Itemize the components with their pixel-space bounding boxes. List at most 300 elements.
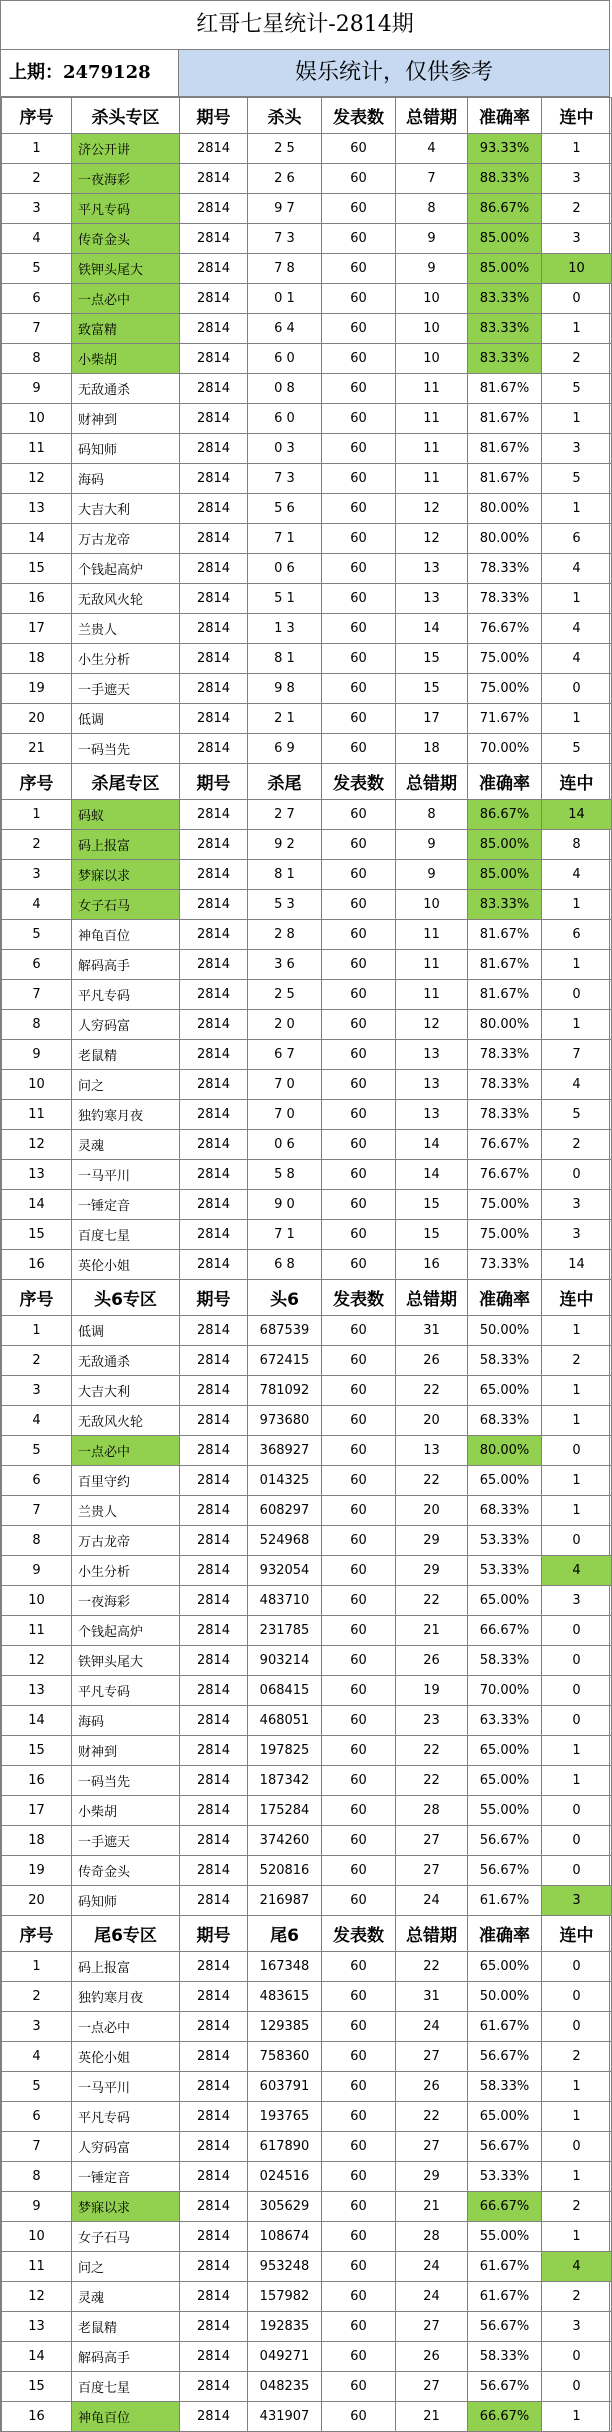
pick-value: 6 9 — [248, 734, 322, 764]
accuracy-rate: 85.00% — [468, 254, 542, 284]
accuracy-rate: 61.67% — [468, 2012, 542, 2042]
post-count: 60 — [322, 674, 396, 704]
accuracy-rate: 85.00% — [468, 830, 542, 860]
accuracy-rate: 78.33% — [468, 1040, 542, 1070]
issue-number: 2814 — [180, 1886, 248, 1916]
section-header-row — [2, 98, 612, 134]
win-streak: 4 — [542, 554, 612, 584]
pick-value: 6 7 — [248, 1040, 322, 1070]
table-row — [2, 1886, 612, 1916]
row-number: 17 — [2, 614, 72, 644]
predictor-name: 一手遮天 — [72, 1826, 180, 1856]
accuracy-rate: 65.00% — [468, 1466, 542, 1496]
error-count: 21 — [396, 1616, 468, 1646]
predictor-name: 一马平川 — [72, 1160, 180, 1190]
win-streak: 14 — [542, 800, 612, 830]
win-streak: 0 — [542, 1796, 612, 1826]
table-row — [2, 2372, 612, 2402]
accuracy-rate: 83.33% — [468, 344, 542, 374]
win-streak: 2 — [542, 1346, 612, 1376]
row-number: 8 — [2, 1010, 72, 1040]
issue-number: 2814 — [180, 1040, 248, 1070]
table-row — [2, 1220, 612, 1250]
table-row — [2, 704, 612, 734]
row-number: 8 — [2, 2162, 72, 2192]
issue-number: 2814 — [180, 2102, 248, 2132]
accuracy-rate: 80.00% — [468, 1436, 542, 1466]
table-row — [2, 1316, 612, 1346]
accuracy-rate: 83.33% — [468, 314, 542, 344]
issue-number: 2814 — [180, 1070, 248, 1100]
post-count: 60 — [322, 920, 396, 950]
predictor-name: 个钱起高炉 — [72, 554, 180, 584]
accuracy-rate: 88.33% — [468, 164, 542, 194]
accuracy-rate: 58.33% — [468, 2072, 542, 2102]
error-count: 14 — [396, 1160, 468, 1190]
pick-value: 758360 — [248, 2042, 322, 2072]
accuracy-rate: 61.67% — [468, 1886, 542, 1916]
post-count: 60 — [322, 1646, 396, 1676]
predictor-name: 码知师 — [72, 1886, 180, 1916]
post-count: 60 — [322, 1346, 396, 1376]
error-count: 11 — [396, 374, 468, 404]
table-row — [2, 1250, 612, 1280]
pick-value: 687539 — [248, 1316, 322, 1346]
error-count: 14 — [396, 1130, 468, 1160]
predictor-name: 平凡专码 — [72, 2102, 180, 2132]
column-header-post-count: 发表数 — [322, 1280, 396, 1316]
accuracy-rate: 75.00% — [468, 1220, 542, 1250]
pick-value: 192835 — [248, 2312, 322, 2342]
predictor-name: 百度七星 — [72, 1220, 180, 1250]
table-row — [2, 1982, 612, 2012]
post-count: 60 — [322, 2072, 396, 2102]
row-number: 13 — [2, 2312, 72, 2342]
accuracy-rate: 81.67% — [468, 980, 542, 1010]
accuracy-rate: 81.67% — [468, 464, 542, 494]
table-row — [2, 524, 612, 554]
issue-number: 2814 — [180, 1010, 248, 1040]
accuracy-rate: 81.67% — [468, 950, 542, 980]
issue-number: 2814 — [180, 1736, 248, 1766]
post-count: 60 — [322, 1010, 396, 1040]
predictor-name: 人穷码富 — [72, 1010, 180, 1040]
table-row — [2, 1130, 612, 1160]
column-header-row-number: 序号 — [2, 764, 72, 800]
pick-value: 6 8 — [248, 1250, 322, 1280]
section-header-row — [2, 764, 612, 800]
issue-number: 2814 — [180, 1466, 248, 1496]
win-streak: 1 — [542, 1316, 612, 1346]
accuracy-rate: 81.67% — [468, 404, 542, 434]
table-row — [2, 584, 612, 614]
win-streak: 3 — [542, 224, 612, 254]
issue-number: 2814 — [180, 1160, 248, 1190]
pick-value: 2 8 — [248, 920, 322, 950]
table-row — [2, 1436, 612, 1466]
issue-number: 2814 — [180, 1346, 248, 1376]
post-count: 60 — [322, 1982, 396, 2012]
previous-result: 上期：2479128 — [1, 50, 179, 96]
row-number: 10 — [2, 1070, 72, 1100]
issue-number: 2814 — [180, 194, 248, 224]
issue-number: 2814 — [180, 374, 248, 404]
win-streak: 0 — [542, 2342, 612, 2372]
pick-value: 2 5 — [248, 980, 322, 1010]
table-row — [2, 1160, 612, 1190]
issue-number: 2814 — [180, 584, 248, 614]
error-count: 29 — [396, 2162, 468, 2192]
win-streak: 0 — [542, 980, 612, 1010]
issue-number: 2814 — [180, 224, 248, 254]
predictor-name: 梦寐以求 — [72, 2192, 180, 2222]
column-header-post-count: 发表数 — [322, 764, 396, 800]
accuracy-rate: 56.67% — [468, 1826, 542, 1856]
error-count: 31 — [396, 1982, 468, 2012]
column-header-row-number: 序号 — [2, 1280, 72, 1316]
issue-number: 2814 — [180, 1406, 248, 1436]
issue-number: 2814 — [180, 1616, 248, 1646]
post-count: 60 — [322, 704, 396, 734]
table-row — [2, 2012, 612, 2042]
predictor-name: 一点必中 — [72, 1436, 180, 1466]
predictor-name: 济公开讲 — [72, 134, 180, 164]
win-streak: 3 — [542, 1586, 612, 1616]
post-count: 60 — [322, 644, 396, 674]
pick-value: 6 0 — [248, 344, 322, 374]
error-count: 26 — [396, 2342, 468, 2372]
pick-value: 2 0 — [248, 1010, 322, 1040]
post-count: 60 — [322, 1856, 396, 1886]
post-count: 60 — [322, 1556, 396, 1586]
predictor-name: 解码高手 — [72, 2342, 180, 2372]
post-count: 60 — [322, 1706, 396, 1736]
issue-number: 2814 — [180, 860, 248, 890]
error-count: 12 — [396, 1010, 468, 1040]
post-count: 60 — [322, 1796, 396, 1826]
accuracy-rate: 80.00% — [468, 494, 542, 524]
predictor-name: 独钓寒月夜 — [72, 1982, 180, 2012]
pick-value: 672415 — [248, 1346, 322, 1376]
issue-number: 2814 — [180, 920, 248, 950]
row-number: 8 — [2, 1526, 72, 1556]
accuracy-rate: 65.00% — [468, 1376, 542, 1406]
pick-value: 903214 — [248, 1646, 322, 1676]
post-count: 60 — [322, 2132, 396, 2162]
error-count: 24 — [396, 2252, 468, 2282]
table-row — [2, 1646, 612, 1676]
issue-number: 2814 — [180, 2402, 248, 2432]
pick-value: 7 0 — [248, 1070, 322, 1100]
row-number: 19 — [2, 674, 72, 704]
predictor-name: 海码 — [72, 1706, 180, 1736]
issue-number: 2814 — [180, 950, 248, 980]
pick-value: 608297 — [248, 1496, 322, 1526]
post-count: 60 — [322, 2012, 396, 2042]
column-header-accuracy-rate: 准确率 — [468, 98, 542, 134]
table-row — [2, 494, 612, 524]
row-number: 16 — [2, 1250, 72, 1280]
issue-number: 2814 — [180, 1952, 248, 1982]
pick-value: 187342 — [248, 1766, 322, 1796]
column-header-row-number: 序号 — [2, 1916, 72, 1952]
table-row — [2, 2282, 612, 2312]
win-streak: 1 — [542, 704, 612, 734]
win-streak: 4 — [542, 614, 612, 644]
table-row — [2, 800, 612, 830]
table-row — [2, 734, 612, 764]
pick-value: 2 7 — [248, 800, 322, 830]
predictor-name: 问之 — [72, 2252, 180, 2282]
row-number: 6 — [2, 950, 72, 980]
predictor-name: 百里守约 — [72, 1466, 180, 1496]
error-count: 13 — [396, 1040, 468, 1070]
accuracy-rate: 75.00% — [468, 674, 542, 704]
predictor-name: 致富精 — [72, 314, 180, 344]
issue-number: 2814 — [180, 2342, 248, 2372]
post-count: 60 — [322, 614, 396, 644]
error-count: 12 — [396, 494, 468, 524]
post-count: 60 — [322, 1220, 396, 1250]
win-streak: 0 — [542, 2012, 612, 2042]
column-header-predictor-name: 尾6专区 — [72, 1916, 180, 1952]
column-header-pick-value: 尾6 — [248, 1916, 322, 1952]
pick-value: 167348 — [248, 1952, 322, 1982]
predictor-name: 独钓寒月夜 — [72, 1100, 180, 1130]
row-number: 4 — [2, 890, 72, 920]
accuracy-rate: 80.00% — [468, 524, 542, 554]
predictor-name: 个钱起高炉 — [72, 1616, 180, 1646]
pick-value: 9 7 — [248, 194, 322, 224]
table-row — [2, 2342, 612, 2372]
win-streak: 3 — [542, 1886, 612, 1916]
row-number: 6 — [2, 284, 72, 314]
error-count: 27 — [396, 2132, 468, 2162]
table-row — [2, 1376, 612, 1406]
table-row — [2, 1406, 612, 1436]
win-streak: 4 — [542, 644, 612, 674]
column-header-error-count: 总错期 — [396, 764, 468, 800]
pick-value: 0 6 — [248, 1130, 322, 1160]
post-count: 60 — [322, 1466, 396, 1496]
pick-value: 953248 — [248, 2252, 322, 2282]
issue-number: 2814 — [180, 980, 248, 1010]
accuracy-rate: 61.67% — [468, 2282, 542, 2312]
section-header-row — [2, 1916, 612, 1952]
section-header-row — [2, 1280, 612, 1316]
predictor-name: 无敌通杀 — [72, 1346, 180, 1376]
summary-row — [1, 50, 609, 97]
win-streak: 1 — [542, 1010, 612, 1040]
pick-value: 5 3 — [248, 890, 322, 920]
issue-number: 2814 — [180, 830, 248, 860]
post-count: 60 — [322, 1952, 396, 1982]
column-header-error-count: 总错期 — [396, 98, 468, 134]
column-header-error-count: 总错期 — [396, 1280, 468, 1316]
table-row — [2, 860, 612, 890]
error-count: 27 — [396, 1826, 468, 1856]
issue-number: 2814 — [180, 464, 248, 494]
post-count: 60 — [322, 800, 396, 830]
row-number: 1 — [2, 1952, 72, 1982]
issue-number: 2814 — [180, 554, 248, 584]
post-count: 60 — [322, 554, 396, 584]
row-number: 7 — [2, 2132, 72, 2162]
pick-value: 8 1 — [248, 860, 322, 890]
row-number: 12 — [2, 1646, 72, 1676]
row-number: 4 — [2, 1406, 72, 1436]
row-number: 11 — [2, 1100, 72, 1130]
column-header-post-count: 发表数 — [322, 1916, 396, 1952]
issue-number: 2814 — [180, 2372, 248, 2402]
post-count: 60 — [322, 374, 396, 404]
row-number: 12 — [2, 2282, 72, 2312]
win-streak: 1 — [542, 314, 612, 344]
pick-value: 617890 — [248, 2132, 322, 2162]
predictor-name: 兰贵人 — [72, 1496, 180, 1526]
pick-value: 197825 — [248, 1736, 322, 1766]
post-count: 60 — [322, 1406, 396, 1436]
predictor-name: 灵魂 — [72, 1130, 180, 1160]
pick-value: 231785 — [248, 1616, 322, 1646]
post-count: 60 — [322, 1736, 396, 1766]
row-number: 14 — [2, 524, 72, 554]
pick-value: 6 4 — [248, 314, 322, 344]
pick-value: 2 6 — [248, 164, 322, 194]
post-count: 60 — [322, 2372, 396, 2402]
win-streak: 2 — [542, 2192, 612, 2222]
post-count: 60 — [322, 224, 396, 254]
post-count: 60 — [322, 404, 396, 434]
post-count: 60 — [322, 2102, 396, 2132]
predictor-name: 解码高手 — [72, 950, 180, 980]
error-count: 27 — [396, 1856, 468, 1886]
predictor-name: 问之 — [72, 1070, 180, 1100]
post-count: 60 — [322, 2252, 396, 2282]
column-header-accuracy-rate: 准确率 — [468, 764, 542, 800]
pick-value: 014325 — [248, 1466, 322, 1496]
error-count: 22 — [396, 1586, 468, 1616]
issue-number: 2814 — [180, 1376, 248, 1406]
pick-value: 374260 — [248, 1826, 322, 1856]
post-count: 60 — [322, 890, 396, 920]
accuracy-rate: 76.67% — [468, 1160, 542, 1190]
error-count: 18 — [396, 734, 468, 764]
win-streak: 1 — [542, 2072, 612, 2102]
error-count: 20 — [396, 1406, 468, 1436]
win-streak: 4 — [542, 860, 612, 890]
accuracy-rate: 76.67% — [468, 614, 542, 644]
win-streak: 2 — [542, 2042, 612, 2072]
error-count: 22 — [396, 1952, 468, 1982]
error-count: 27 — [396, 2372, 468, 2402]
error-count: 9 — [396, 860, 468, 890]
win-streak: 5 — [542, 374, 612, 404]
error-count: 22 — [396, 2102, 468, 2132]
row-number: 5 — [2, 254, 72, 284]
accuracy-rate: 86.67% — [468, 194, 542, 224]
post-count: 60 — [322, 2312, 396, 2342]
post-count: 60 — [322, 980, 396, 1010]
accuracy-rate: 86.67% — [468, 800, 542, 830]
predictor-name: 万古龙帝 — [72, 1526, 180, 1556]
accuracy-rate: 73.33% — [468, 1250, 542, 1280]
accuracy-rate: 66.67% — [468, 2192, 542, 2222]
table-row — [2, 830, 612, 860]
win-streak: 4 — [542, 2252, 612, 2282]
predictor-name: 低调 — [72, 704, 180, 734]
win-streak: 4 — [542, 1556, 612, 1586]
error-count: 22 — [396, 1466, 468, 1496]
error-count: 15 — [396, 644, 468, 674]
pick-value: 9 0 — [248, 1190, 322, 1220]
table-row — [2, 1190, 612, 1220]
error-count: 10 — [396, 314, 468, 344]
issue-number: 2814 — [180, 1856, 248, 1886]
issue-number: 2814 — [180, 2072, 248, 2102]
pick-value: 7 3 — [248, 224, 322, 254]
predictor-name: 传奇金头 — [72, 1856, 180, 1886]
predictor-name: 平凡专码 — [72, 980, 180, 1010]
row-number: 5 — [2, 1436, 72, 1466]
accuracy-rate: 83.33% — [468, 890, 542, 920]
predictor-name: 无敌通杀 — [72, 374, 180, 404]
issue-number: 2814 — [180, 734, 248, 764]
pick-value: 520816 — [248, 1856, 322, 1886]
table-row — [2, 284, 612, 314]
pick-value: 129385 — [248, 2012, 322, 2042]
row-number: 2 — [2, 164, 72, 194]
issue-number: 2814 — [180, 2132, 248, 2162]
error-count: 22 — [396, 1766, 468, 1796]
pick-value: 175284 — [248, 1796, 322, 1826]
row-number: 14 — [2, 1190, 72, 1220]
predictor-name: 老鼠精 — [72, 1040, 180, 1070]
pick-value: 3 6 — [248, 950, 322, 980]
error-count: 15 — [396, 1220, 468, 1250]
accuracy-rate: 83.33% — [468, 284, 542, 314]
accuracy-rate: 65.00% — [468, 1766, 542, 1796]
table-row — [2, 920, 612, 950]
accuracy-rate: 85.00% — [468, 224, 542, 254]
post-count: 60 — [322, 1130, 396, 1160]
error-count: 26 — [396, 2072, 468, 2102]
post-count: 60 — [322, 194, 396, 224]
post-count: 60 — [322, 434, 396, 464]
row-number: 3 — [2, 860, 72, 890]
row-number: 16 — [2, 584, 72, 614]
row-number: 13 — [2, 1676, 72, 1706]
post-count: 60 — [322, 524, 396, 554]
issue-number: 2814 — [180, 254, 248, 284]
post-count: 60 — [322, 1100, 396, 1130]
table-row — [2, 2222, 612, 2252]
row-number: 15 — [2, 1220, 72, 1250]
row-number: 17 — [2, 1796, 72, 1826]
row-number: 8 — [2, 344, 72, 374]
row-number: 10 — [2, 2222, 72, 2252]
accuracy-rate: 56.67% — [468, 2372, 542, 2402]
win-streak: 5 — [542, 734, 612, 764]
row-number: 5 — [2, 920, 72, 950]
issue-number: 2814 — [180, 494, 248, 524]
table-row — [2, 164, 612, 194]
pick-value: 7 8 — [248, 254, 322, 284]
error-count: 29 — [396, 1556, 468, 1586]
error-count: 10 — [396, 344, 468, 374]
error-count: 28 — [396, 1796, 468, 1826]
row-number: 14 — [2, 2342, 72, 2372]
